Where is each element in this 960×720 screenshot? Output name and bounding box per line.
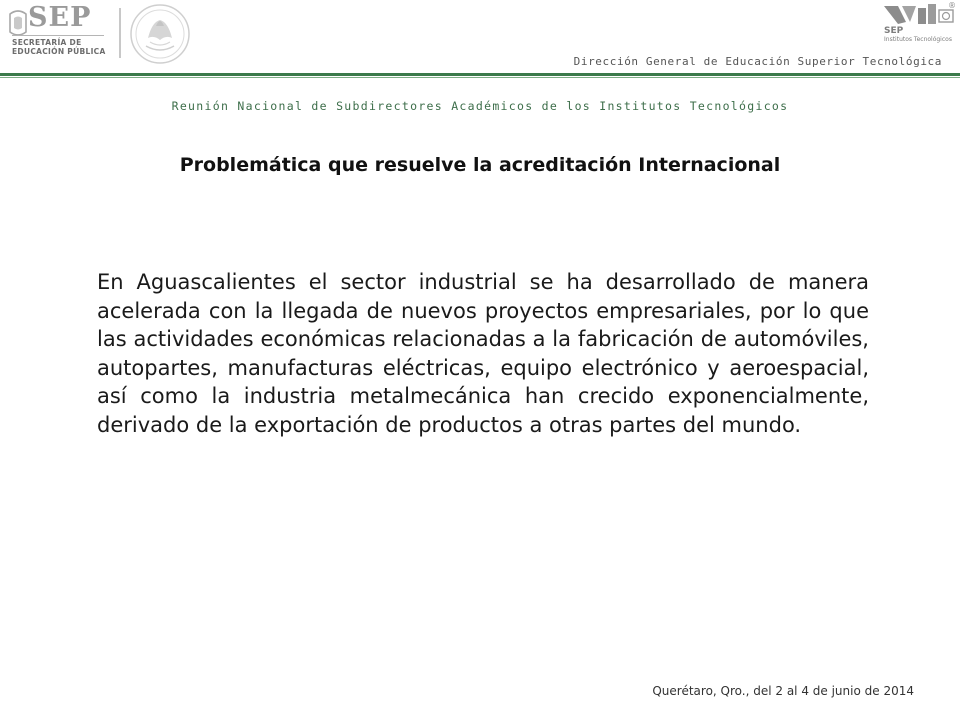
footer-location-date: Querétaro, Qro., del 2 al 4 de junio de 2014 (652, 684, 914, 698)
header-rule (0, 73, 960, 76)
it-logo-subtitle: Institutos Tecnológicos (884, 36, 952, 43)
registered-mark: ® (948, 1, 956, 10)
it-logo-word: SEP (884, 26, 904, 36)
body-paragraph: En Aguascalientes el sector industrial se ha desarrollado de manera acelerada con la llegada de nuevos proyectos empresariales, por lo que las actividades económicas relacionadas a la fabricación de automóviles, autopartes, manufacturas eléctricas, equipo electrónico y aeroespacial, así como la industria metalmecánica han crecido exponencialmente, derivado de la exportación de productos a otras partes del mundo. (97, 270, 869, 437)
header-divider (119, 8, 121, 58)
meeting-title: Reunión Nacional de Subdirectores Académicos de los Institutos Tecnológicos (171, 99, 789, 113)
sep-logo-line2: EDUCACIÓN PÚBLICA (12, 47, 106, 56)
sep-eagle-mark-icon (6, 8, 30, 38)
page-header (0, 0, 960, 80)
sep-logo-word: SEP (28, 2, 92, 33)
sep-logo-line1: SECRETARÍA DE (12, 38, 82, 47)
header-rule-thin (0, 77, 960, 78)
directorate-title: Dirección General de Educación Superior Tecnológica (573, 55, 942, 68)
national-seal-icon (128, 2, 192, 66)
slide-title: Problemática que resuelve la acreditación Internacional (179, 154, 781, 176)
sep-logo-rule (12, 35, 104, 36)
